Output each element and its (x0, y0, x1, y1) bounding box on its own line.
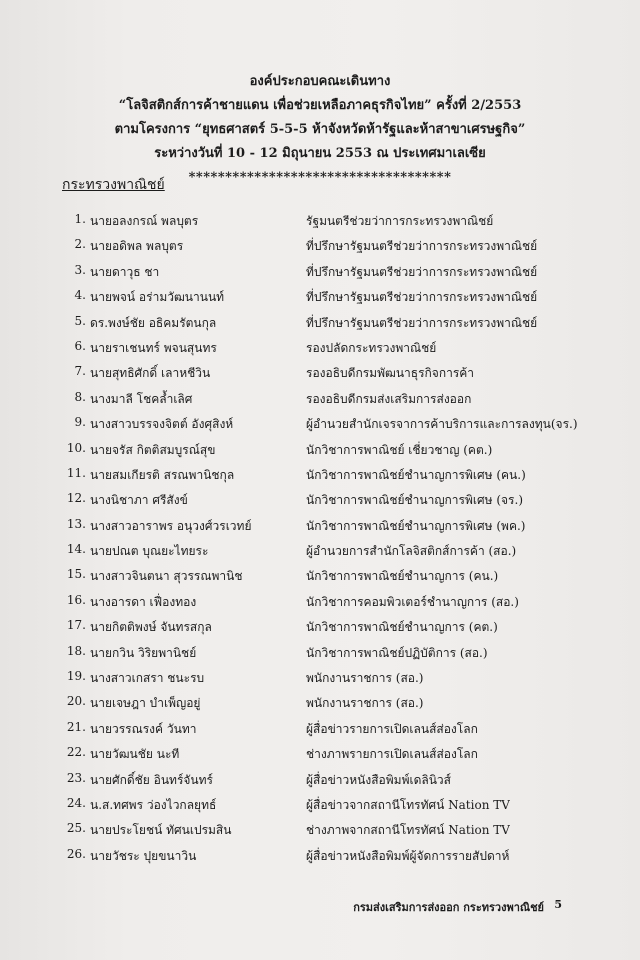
member-row (0, 792, 640, 817)
member-row (0, 614, 640, 639)
member-number: 2. (74, 237, 86, 252)
member-number: 1. (74, 212, 86, 226)
member-row (0, 767, 640, 792)
member-row (0, 284, 640, 309)
header-project: ตามโครงการ “ยุทธศาสตร์ 5-5-5 ห้าจังหวัดห้ารัฐและห้าสาขาเศรษฐกิจ” (114, 122, 526, 137)
member-name: นายกวิน วิริยพานิชย์ (90, 645, 197, 660)
member-row (0, 411, 640, 436)
member-row (0, 208, 640, 233)
member-row (0, 487, 640, 512)
member-name: นางอารดา เฟื่องทอง (90, 594, 197, 609)
member-position: นักวิชาการพาณิชย์ปฏิบัติการ (สอ.) (306, 645, 488, 660)
member-position: นักวิชาการพาณิชย์ชำนาญการ (คน.) (306, 569, 499, 584)
member-position: รัฐมนตรีช่วยว่าการกระทรวงพาณิชย์ (306, 214, 494, 228)
member-position: ผู้สื่อข่าวหนังสือพิมพ์ผู้จัดการรายสัปดาห์ (306, 848, 510, 863)
member-position: ผู้สื่อข่าวหนังสือพิมพ์เดลินิวส์ (306, 772, 451, 787)
member-name: นายกิตติพงษ์ จันทรสกุล (90, 620, 212, 635)
member-position: พนักงานราชการ (สอ.) (306, 671, 424, 686)
member-name: น.ส.ทศพร ว่องไวกลยุทธ์ (90, 797, 217, 812)
header-dates: ระหว่างวันที่ 10 - 12 มิถุนายน 2553 ณ ประเทศมาเลเซีย (154, 146, 486, 161)
header-title: องค์ประกอบคณะเดินทาง (249, 74, 391, 89)
member-number: 4. (74, 288, 86, 303)
member-row (0, 690, 640, 715)
member-name: นายวัฒนชัย นะที (90, 747, 180, 762)
member-name: นายดาวุธ ชา (90, 264, 160, 279)
member-number: 3. (74, 262, 86, 277)
member-number: 21. (66, 719, 86, 734)
member-name: ดร.พงษ์ชัย อธิคมรัตนกุล (90, 315, 217, 330)
member-position: ผู้อำนวยสำนักเจรจาการค้าบริการและการลงทุน(จร.) (306, 417, 578, 432)
member-number: 13. (66, 516, 86, 531)
member-row (0, 462, 640, 487)
member-position: พนักงานราชการ (สอ.) (306, 696, 424, 711)
member-name: นายสุทธิศักดิ์ เลาหชีวิน (90, 366, 211, 381)
member-number: 15. (66, 567, 86, 582)
member-name: นายสมเกียรติ สรณพานิชกุล (90, 467, 235, 482)
member-row (0, 360, 640, 385)
member-number: 12. (66, 491, 86, 506)
member-row (0, 665, 640, 690)
member-position: นักวิชาการพาณิชย์ชำนาญการ (คต.) (306, 620, 498, 635)
member-name: นายวรรณรงค์ วันทา (90, 721, 197, 736)
member-list (0, 208, 640, 868)
member-position: ที่ปรึกษารัฐมนตรีช่วยว่าการกระทรวงพาณิชย์ (306, 290, 538, 305)
member-name: นางมาลี โชคล้ำเลิศ (90, 391, 193, 406)
member-row (0, 310, 640, 335)
member-name: นายอดิพล พลบุตร (90, 239, 184, 254)
member-name: นายเจษฎา บำเพ็ญอยู่ (90, 696, 201, 711)
member-position: รองอธิบดีกรมพัฒนาธุรกิจการค้า (306, 366, 475, 381)
member-position: รองปลัดกระทรวงพาณิชย์ (306, 340, 437, 355)
member-name: นายประโยชน์ ทัศนเปรมสิน (90, 823, 232, 838)
member-row (0, 589, 640, 614)
member-number: 9. (74, 415, 86, 430)
member-position: นักวิชาการพาณิชย์ชำนาญการพิเศษ (คน.) (306, 467, 526, 482)
member-number: 11. (66, 465, 86, 480)
member-name: นายปณต บุณยะไทยระ (90, 544, 209, 559)
member-row (0, 386, 640, 411)
member-name: นายราเชนทร์ พจนสุนทร (90, 340, 217, 355)
member-number: 5. (74, 313, 86, 328)
member-name: นางสาวอาราพร อนุวงศ์วรเวทย์ (90, 518, 252, 533)
member-position: นักวิชาการพาณิชย์ชำนาญการพิเศษ (พค.) (306, 518, 526, 533)
member-name: นายวัชระ ปุยขนาวิน (90, 848, 197, 863)
member-name: นายพจน์ อร่ามวัฒนานนท์ (90, 290, 225, 305)
member-position: ช่างภาพจากสถานีโทรทัศน์ Nation TV (306, 823, 510, 838)
document-header (0, 70, 640, 190)
member-name: นางสาวจินตนา สุวรรณพานิช (90, 569, 243, 584)
member-position: นักวิชาการพาณิชย์ชำนาญการพิเศษ (จร.) (306, 493, 524, 508)
member-name: นายศักดิ์ชัย อินทร์จันทร์ (90, 772, 213, 787)
member-number: 6. (74, 338, 86, 353)
member-row (0, 437, 640, 462)
member-number: 26. (66, 846, 86, 861)
member-row (0, 843, 640, 868)
member-number: 22. (66, 745, 86, 760)
member-position: นักวิชาการคอมพิวเตอร์ชำนาญการ (สอ.) (306, 594, 519, 609)
page-number: 5 (554, 898, 562, 911)
header-separator: ************************************ (188, 170, 452, 185)
member-position: ผู้สื่อข่าวรายการเปิดเลนส์ส่องโลก (306, 721, 478, 736)
member-number: 7. (74, 364, 86, 379)
member-row (0, 741, 640, 766)
member-row (0, 716, 640, 741)
member-name: นางนิชาภา ศรีสังข์ (90, 493, 188, 508)
member-row (0, 538, 640, 563)
member-number: 24. (66, 795, 86, 810)
member-row (0, 233, 640, 258)
member-position: ผู้สื่อข่าวจากสถานีโทรทัศน์ Nation TV (306, 797, 510, 812)
member-number: 8. (74, 389, 86, 404)
member-number: 16. (66, 592, 86, 607)
member-row (0, 817, 640, 842)
member-number: 25. (66, 821, 86, 836)
member-position: ผู้อำนวยการสำนักโลจิสติกส์การค้า (สอ.) (306, 544, 517, 559)
member-row (0, 513, 640, 538)
member-position: รองอธิบดีกรมส่งเสริมการส่งออก (306, 391, 472, 406)
member-row (0, 259, 640, 284)
ministry-heading: กระทรวงพาณิชย์ (62, 177, 165, 193)
member-number: 10. (66, 440, 86, 455)
member-number: 17. (66, 618, 86, 633)
member-name: นางสาวเกสรา ชนะรบ (90, 671, 205, 686)
member-name: นายอลงกรณ์ พลบุตร (90, 214, 199, 228)
member-position: ที่ปรึกษารัฐมนตรีช่วยว่าการกระทรวงพาณิชย์ (306, 315, 538, 330)
member-name: นายจรัส กิตติสมบูรณ์สุข (90, 442, 216, 457)
member-number: 14. (66, 542, 86, 557)
member-name: นางสาวบรรจงจิตต์ อังศุสิงห์ (90, 417, 234, 432)
member-number: 19. (66, 669, 86, 684)
member-number: 20. (66, 694, 86, 709)
member-row (0, 335, 640, 360)
member-row (0, 640, 640, 665)
member-position: ที่ปรึกษารัฐมนตรีช่วยว่าการกระทรวงพาณิชย์ (306, 264, 538, 279)
member-position: ที่ปรึกษารัฐมนตรีช่วยว่าการกระทรวงพาณิชย์ (306, 239, 538, 254)
member-position: นักวิชาการพาณิชย์ เชี่ยวชาญ (คต.) (306, 442, 493, 457)
header-event-title: “โลจิสติกส์การค้าชายแดน เพื่อช่วยเหลือภาคธุรกิจไทย” ครั้งที่ 2/2553 (118, 98, 522, 113)
footer-department: กรมส่งเสริมการส่งออก กระทรวงพาณิชย์ (353, 901, 544, 914)
member-number: 23. (66, 770, 86, 785)
member-position: ช่างภาพรายการเปิดเลนส์ส่องโลก (306, 747, 478, 762)
member-number: 18. (66, 643, 86, 658)
member-row (0, 563, 640, 588)
